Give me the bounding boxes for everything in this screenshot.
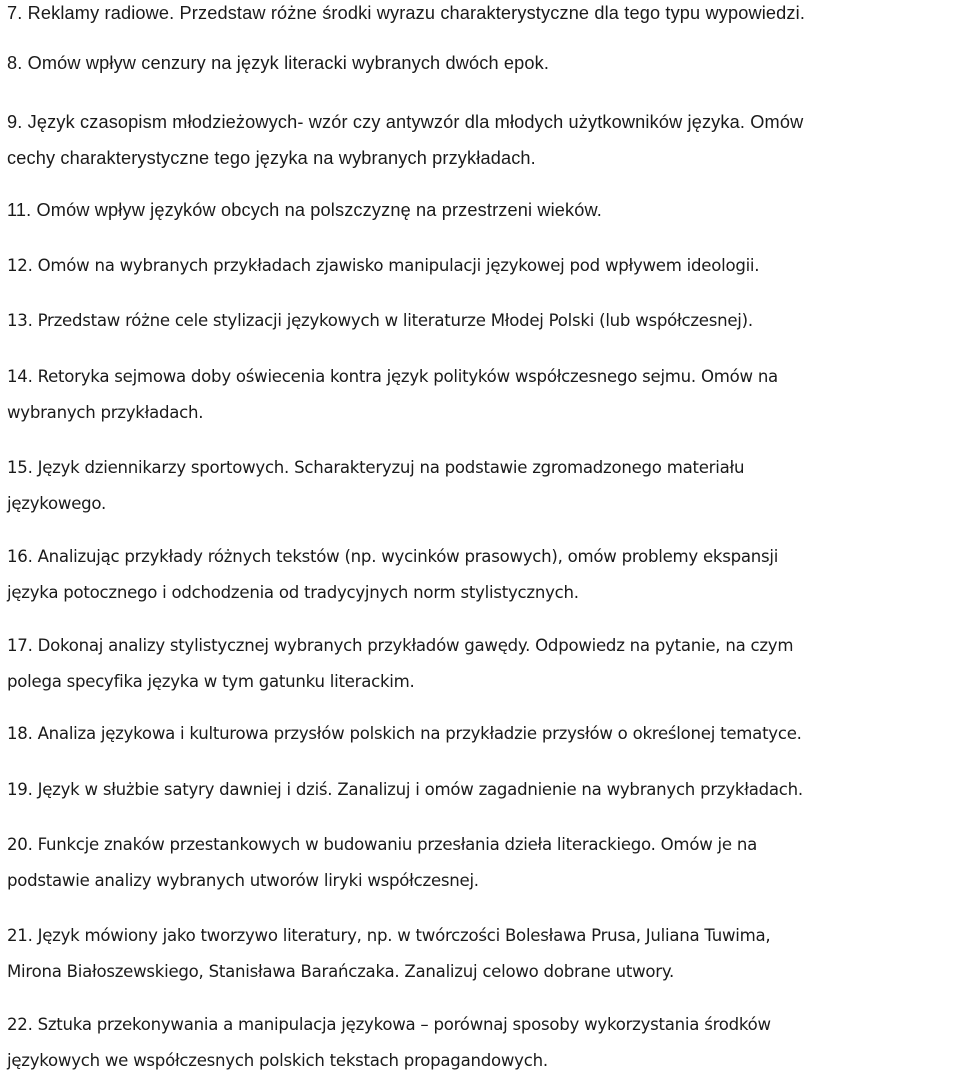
item-14-line-2: wybranych przykładach. bbox=[7, 403, 204, 422]
item-15-line-1: 15. Język dziennikarzy sportowych. Scharakteryzuj na podstawie zgromadzonego materiału bbox=[7, 458, 745, 477]
item-8-line-1: 8. Omów wpływ cenzury na język literacki wybranych dwóch epok. bbox=[7, 53, 550, 73]
item-17-line-1: 17. Dokonaj analizy stylistycznej wybranych przykładów gawędy. Odpowiedz na pytanie, na czym bbox=[7, 636, 794, 655]
list-item bbox=[7, 359, 959, 431]
list-item bbox=[7, 1007, 959, 1079]
item-11-line-1: 11. Omów wpływ języków obcych na polszczyznę na przestrzeni wieków. bbox=[7, 200, 602, 220]
item-21-line-2: Mirona Białoszewskiego, Stanisława Barańczaka. Zanalizuj celowo dobrane utwory. bbox=[7, 962, 675, 981]
item-16-line-2: języka potocznego i odchodzenia od tradycyjnych norm stylistycznych. bbox=[7, 583, 579, 602]
item-15-line-2: językowego. bbox=[7, 494, 107, 513]
list-item bbox=[7, 303, 959, 339]
item-14-line-1: 14. Retoryka sejmowa doby oświecenia kontra język polityków współczesnego sejmu. Omów na bbox=[7, 367, 778, 386]
item-22-line-2: językowych we współczesnych polskich tekstach propagandowych. bbox=[7, 1051, 548, 1070]
list-item bbox=[7, 45, 959, 81]
list-item bbox=[7, 539, 959, 611]
item-17-line-2: polega specyfika języka w tym gatunku literackim. bbox=[7, 672, 415, 691]
list-item bbox=[7, 716, 959, 752]
item-21-line-1: 21. Język mówiony jako tworzywo literatury, np. w twórczości Bolesława Prusa, Juliana Tuwima, bbox=[7, 926, 771, 945]
list-item bbox=[7, 628, 959, 700]
list-item bbox=[7, 192, 959, 228]
list-item bbox=[7, 827, 959, 899]
list-item bbox=[7, 918, 959, 990]
item-22-line-1: 22. Sztuka przekonywania a manipulacja językowa – porównaj sposoby wykorzystania środków bbox=[7, 1015, 771, 1034]
list-item bbox=[7, 450, 959, 522]
item-12-line-1: 12. Omów na wybranych przykładach zjawisko manipulacji językowej pod wpływem ideologii. bbox=[7, 256, 760, 275]
list-item bbox=[7, 772, 959, 808]
list-item bbox=[7, 104, 959, 176]
list-item bbox=[7, 248, 959, 284]
list-item bbox=[7, 0, 959, 31]
item-13-line-1: 13. Przedstaw różne cele stylizacji językowych w literaturze Młodej Polski (lub współczesnej). bbox=[7, 311, 753, 330]
item-9-line-1: 9. Język czasopism młodzieżowych- wzór czy antywzór dla młodych użytkowników języka. Omów bbox=[7, 112, 804, 132]
item-16-line-1: 16. Analizując przykłady różnych tekstów (np. wycinków prasowych), omów problemy ekspansji bbox=[7, 547, 779, 566]
item-20-line-2: podstawie analizy wybranych utworów liryki współczesnej. bbox=[7, 871, 479, 890]
item-20-line-1: 20. Funkcje znaków przestankowych w budowaniu przesłania dzieła literackiego. Omów je na bbox=[7, 835, 757, 854]
item-9-line-2: cechy charakterystyczne tego języka na wybranych przykładach. bbox=[7, 148, 536, 168]
item-7-line-1: 7. Reklamy radiowe. Przedstaw różne środki wyrazu charakterystyczne dla tego typu wypowiedzi. bbox=[7, 3, 806, 23]
item-19-line-1: 19. Język w służbie satyry dawniej i dziś. Zanalizuj i omów zagadnienie na wybranych przykładach. bbox=[7, 780, 803, 799]
item-18-line-1: 18. Analiza językowa i kulturowa przysłów polskich na przykładzie przysłów o określonej tematyce. bbox=[7, 724, 802, 743]
